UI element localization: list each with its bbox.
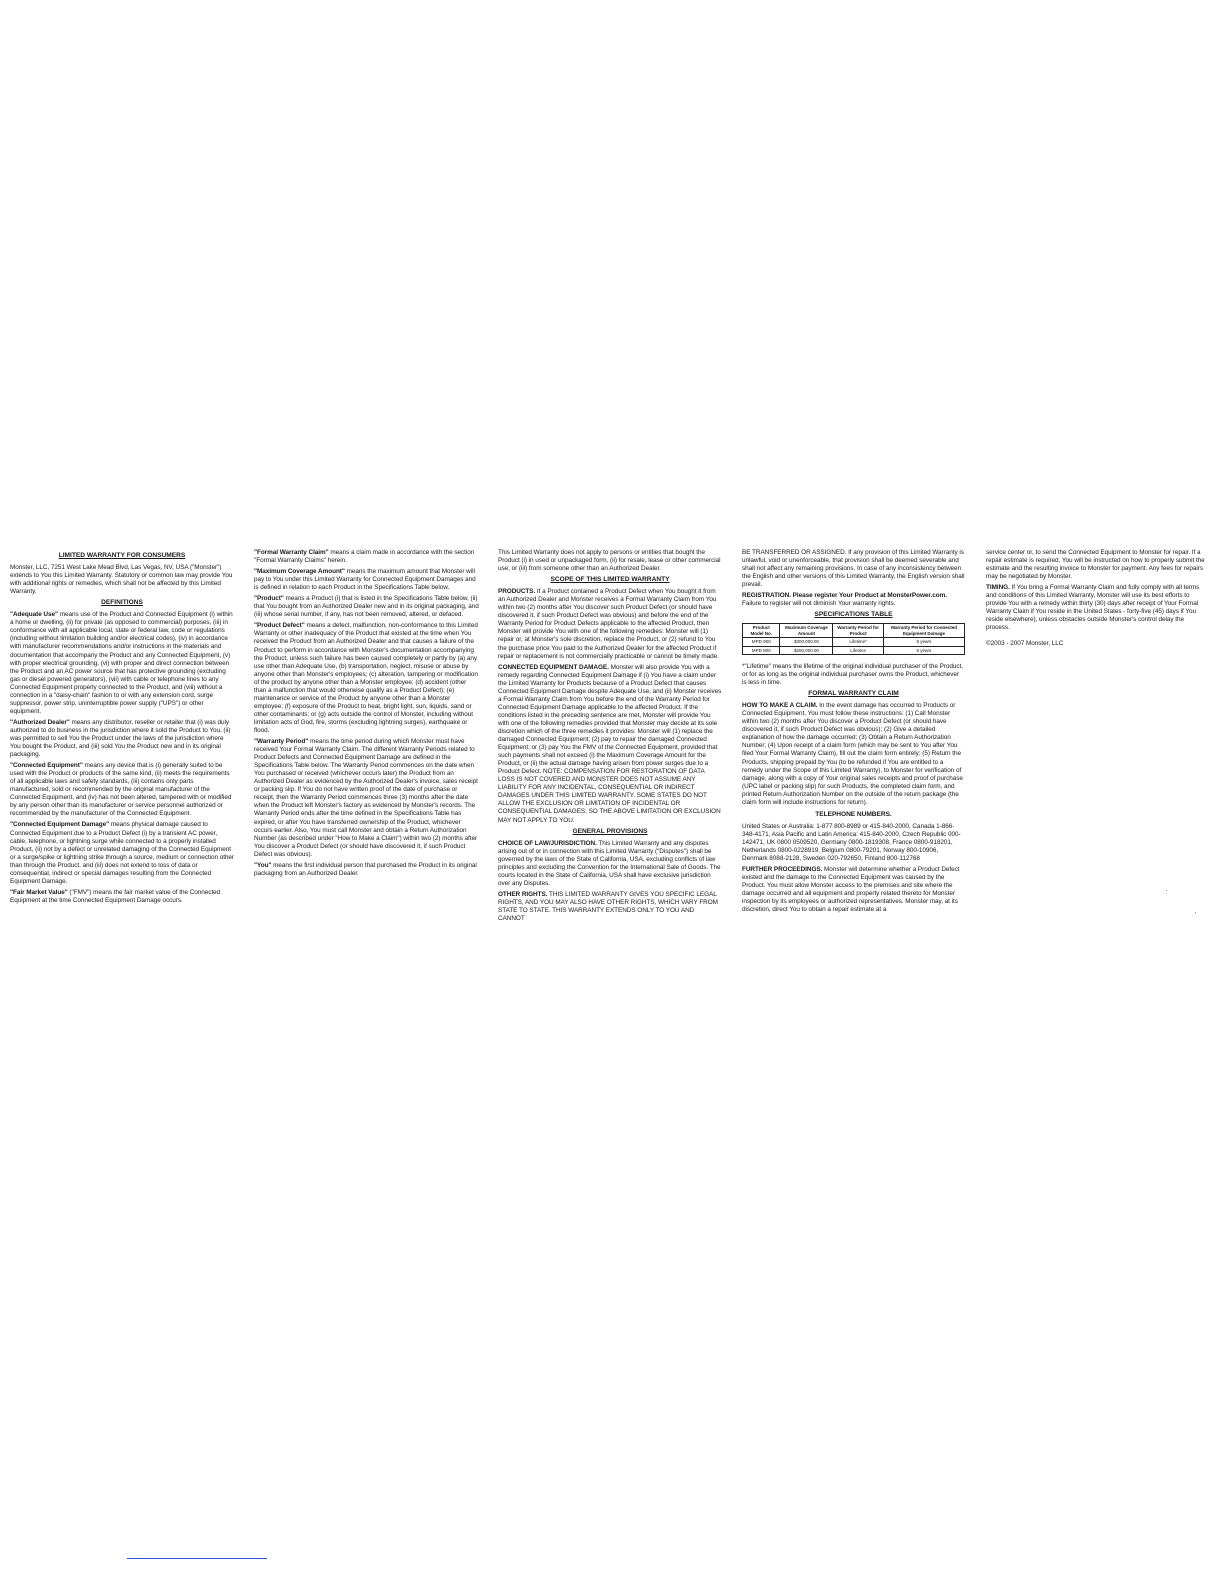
- definition-text: means the maximum amount that Monster will pay to You under this Limited Warranty for Connected Equipment Damages and is defined in relation to each Product in the Specifications Table below.: [254, 568, 476, 592]
- column-4: [742, 549, 965, 917]
- clause-text: If a Product contained a Product Defect when You bought it from an Authorized Dealer and Monster receives a Formal Warranty Claim from You within two (2) months after You discover such Product Defect (or should have discovered it, if such Product Defect was obvious) and before the end of the Warranty Period for Product Defects applicable to the affected Product, then Monster will provide You with one of the following remedies: Monster will (1) repair or, at Monster's sole discretion, replace the Product, or (2) refund to You the purchase price You paid to the Authorized Dealer for the affected Product if repair or replacement is not commercially practicable or cannot be timely made.: [498, 588, 719, 660]
- clause-paragraph: [498, 840, 722, 888]
- footnote: *"Lifetime" means the lifetime of the original individual purchaser of the Product, or for as long as the original individual purchaser owns the Product, whichever is less in time.: [742, 663, 963, 687]
- table-row: [743, 638, 965, 646]
- clause-text: THIS LIMITED WARRANTY GIVES YOU SPECIFIC LEGAL RIGHTS, AND YOU MAY ALSO HAVE OTHER RIGHTS, WHICH VARY FROM STATE TO STATE. THIS WARRANTY EXTENDS ONLY TO YOU AND CANNOT: [498, 890, 718, 923]
- definition-text: means a claim made in accordance with the section "Formal Warranty Claims" herein.: [254, 549, 475, 565]
- clause-text: Monster will also provide You with a remedy regarding Connected Equipment Damage if (i) You have a claim under the Limited Warranty for Products because of a Product Defect that causes Connected Equipment Damage despite Adequate Use, and (ii) Monster receives a Formal Warranty Claim from You before the end of the Warranty Period for Connected Equipment Damage applicable to the affected Product. If the conditions listed in the preceding sentence are met, Monster will provide You with one of the following remedies provided that Monster may decide at its sole discretion which of the three remedies it provides: Monster will (1) replace the damaged Connected Equipment; (2) pay to repair the damaged Connected Equipment; or (3) pay You the FMV of the Connected Equipment, provided that such payments shall not exceed (i) the Maximum Coverage Amount for the Product, or (ii) the actual damage having arisen from power surges due to a Product Defect. NOTE: COMPENSATION FOR RESTORATION OF DATA LOSS IS NOT COVERED AND MONSTER DOES NOT ASSUME ANY LIABILITY FOR ANY INCIDENTAL, CONSEQUENTIAL OR INDIRECT DAMAGES UNDER THIS LIMITED WARRANTY. SOME STATES DO NOT ALLOW THE EXCLUSION OR LIMITATION OF INCIDENTAL OR CONSEQUENTIAL DAMAGES, SO THE ABOVE LIMITATION OR EXCLUSION MAY NOT APPLY TO YOU.: [498, 663, 722, 824]
- column-2: [254, 549, 479, 881]
- definition-paragraph: [10, 611, 234, 716]
- term: "Fair Market Value": [10, 888, 68, 896]
- clause-text: Monster will determine whether a Product Defect existed and the damage to the Connected Equipment was caused by the Product. You must allow Monster access to the premises and site where the damage occurred and all equipment and property related thereto for Monster inspection by its employees or authorized representatives. Monster may, at its discretion, direct You to obtain a repair estimate at a: [742, 866, 960, 914]
- definition-paragraph: [10, 762, 234, 818]
- registration-paragraph: [742, 592, 965, 608]
- section-heading: GENERAL PROVISIONS: [572, 827, 648, 835]
- term: HOW TO MAKE A CLAIM.: [742, 702, 818, 710]
- definition-paragraph: [254, 622, 479, 735]
- continued-paragraph: service center or, to send the Connected Equipment to Monster for repair. If a repair estimate is required, You will be instructed on how to properly submit the estimate and the resulting invoice to Monster for payment. Any fees for repairs may be negotiated by Monster.: [986, 549, 1205, 581]
- copyright: ©2003 - 2007 Monster, LLC: [986, 640, 1064, 648]
- table-cell: Lifetime*: [833, 638, 883, 646]
- section-heading: SCOPE OF THIS LIMITED WARRANTY: [550, 576, 670, 584]
- section-heading: DEFINITIONS: [101, 599, 143, 607]
- definition-paragraph: [254, 595, 479, 619]
- table-cell: 5 years: [883, 638, 964, 646]
- clause-text: Failure to register will not diminish Your warranty rights.: [742, 600, 896, 608]
- definition-text: means a Product (i) that is listed in the Specifications Table below, (ii) that You bought from an Authorized Dealer new and in its original packaging, and (iii) whose serial number, if any, has not been removed, altered, or defaced.: [254, 595, 479, 619]
- scan-speck: [1166, 890, 1167, 891]
- definition-paragraph: [10, 719, 234, 759]
- definition-text: means any device that is (i) generally suited to be used with the Product or products of the same kind, (ii) meets the requirements of all applicable laws and safety standards, (iii) contains only parts manufactured, sold or recommended by the original manufacturer of the Connected Equipment, and (iv) has not been altered, tampered with or modified by any person other than its manufacturer or service personnel authorized or recommended by the manufacturer of the Connected Equipment.: [10, 762, 232, 818]
- term: "Authorized Dealer": [10, 718, 70, 726]
- clause-paragraph: [742, 866, 965, 914]
- clause-paragraph: [742, 702, 965, 807]
- table-cell: MPD 800: [743, 646, 780, 654]
- scan-line: [127, 1558, 267, 1559]
- section-heading: FORMAL WARRANTY CLAIM: [808, 690, 899, 698]
- clause-text: This Limited Warranty and any disputes arising out of or in connection with this Limited Warranty ("Disputes") shall be governed by the laws of the State of California, USA, excluding conflicts of law principles and excluding the Convention for the International Sale of Goods. The courts located in the State of California, USA shall have exclusive jurisdiction over any Disputes.: [498, 839, 721, 887]
- table-header-cell: Maximum Coverage Amount: [780, 624, 833, 638]
- table-cell: MPD 900: [743, 638, 780, 646]
- table-header-cell: Warranty Period for Product: [833, 624, 883, 638]
- clause-paragraph: [498, 588, 722, 660]
- clause-paragraph: [498, 664, 722, 825]
- definition-paragraph: [254, 738, 479, 859]
- definition-text: means any distributor, reseller or retailer that (i) was duly authorized to do business in the jurisdiction where it sold the Product to You, (ii) was permitted to sell You the Product under the laws of the jurisdiction where You bought the Product, and (iii) sold You the Product new and in its original packaging.: [10, 718, 231, 759]
- term: "Connected Equipment Damage": [10, 821, 110, 829]
- column-5: [986, 549, 1208, 652]
- term: "You": [254, 861, 272, 869]
- table-cell: 5 years: [883, 646, 964, 654]
- definition-paragraph: [254, 568, 479, 592]
- clause-text: In the event damage has occurred to Products or Connected Equipment, You must follow these instructions: (1) Call Monster within two (2) months after You discover a Product Defect (or should have discovered it, if such Product Defect was obvious); (2) Give a detailed explanation of how the damage occurred; (3) Obtain a Return Authorization Number; (4) Upon receipt of a claim form (which may be sent to You after You filed Your Formal Warranty Claim), fill out the claim form entirely; (5) Return the Products, shipping prepaid by You (to be refunded if You are entitled to a remedy under the Scope of this Limited Warranty), to Monster for verification of damage, along with a copy of Your original sales receipts and proof of purchase (UPC label or packing slip) for such Products, the completed claim form, and printed Return Authorization Number on the outside of the return package (the claim form will include instructions for return).: [742, 702, 963, 806]
- definition-text: ("FMV") means the fair market value of the Connected Equipment at the time Connected Equipment Damage occurs.: [10, 888, 221, 904]
- section-heading: LIMITED WARRANTY FOR CONSUMERS: [58, 552, 186, 559]
- term: PRODUCTS.: [498, 588, 536, 596]
- term: "Warranty Period": [254, 738, 309, 746]
- specifications-table: [742, 623, 965, 655]
- term: CHOICE OF LAW/JURISDICTION.: [498, 839, 597, 847]
- definition-paragraph: [10, 821, 234, 885]
- table-header-cell: Product Model No.: [743, 624, 780, 638]
- scan-speck: [1195, 912, 1196, 913]
- table-header-row: [743, 624, 965, 638]
- clause-paragraph: [498, 891, 722, 923]
- definition-text: means use of the Product and Connected Equipment (i) within a home or dwelling, (ii) for private (as opposed to commercial) purposes, (iii) in conformance with all applicable local, state or federal law, code or regulations (including without limitation building and/or electrical codes), (iv) in accordance with manufacturer recommendations and/or instructions in the materials and documentation that accompany the Product and any Connected Equipment, (v) with proper electrical grounding, (vi) with proper and direct connection between the Product and an AC power source that has protective grounding (excluding gas or diesel powered generators), (vii) with cable or telephone lines to any Connected Equipment properly connected to the Product, and (viii) without a connection in a "daisy-chain" fashion to or with any extension cord, surge suppressor, power strip, uninterruptible power supply ("UPS") or other equipment.: [10, 611, 233, 715]
- definition-paragraph: [254, 549, 479, 565]
- definition-text: means physical damage caused to Connected Equipment due to a Product Defect (i) by a transient AC power, cable, telephone, or lightning surge while connected to a properly installed Product, (ii) not by a defect or unrelated damaging of the Connected Equipment or a surge/spike or lightning strike through a source, medium or connection other than through the Product, and (iii) does not extend to loss of data or consequential, indirect or special damages resulting from the Connected Equipment Damage.: [10, 821, 235, 885]
- term: "Maximum Coverage Amount": [254, 568, 345, 576]
- definition-text: means the first individual person that purchased the Product in its original packaging from an Authorized Dealer.: [254, 861, 477, 877]
- phone-numbers: United States or Australia: 1-877 800-8989 or 415-840-2000, Canada 1-866-348-4171, Asia Pacific and Latin America: 415-840-2000, Czech Republic 000-142471, UK 0800 0509520, Germany 0800-1819308, France 0800-918201, Netherlands 0800-0228919, Belgium 0800-79201, Norway 800-10906, Denmark 8088-2128, Sweden 020-792650, Finland 800-112768: [742, 822, 961, 863]
- column-1: [10, 549, 234, 908]
- section-heading: SPECIFICATIONS TABLE: [814, 611, 893, 619]
- term: REGISTRATION. Please register Your Product at MonsterPower.com.: [742, 592, 947, 600]
- definition-paragraph: [10, 889, 234, 905]
- phone-heading: TELEPHONE NUMBERS.: [815, 810, 892, 818]
- table-header-cell: Warranty Period for Connected Equipment Damage: [883, 624, 964, 638]
- definition-text: means the time period during which Monster must have received Your Formal Warranty Claim. The different Warranty Periods related to Product Defects and Connected Equipment Damage are defined in the Specifications Table below. The Warranty Period commences on the date when You purchased or received (whichever occurs later) the Product from an Authorized Dealer as evidenced by the Authorized Dealer's invoice, sales receipt or packing slip. If You do not have written proof of the date of purchase or receipt, then the Warranty Period commences three (3) months after the date when the Product left Monster's factory as evidenced by Monster's records. The Warranty Period ends after the time defined in the Specifications Table has expired, or after You have transferred ownership of the Product, whichever occurs earlier. Also, You must call Monster and obtain a Return Authorization Number (as described under "How to Make a Claim") within two (2) months after You discover a Product Defect (or should have discovered it, if such Product Defect was obvious).: [254, 738, 478, 858]
- table-row: [743, 646, 965, 654]
- table-cell: $300,000.00: [780, 638, 833, 646]
- term: "Product": [254, 595, 284, 603]
- table-cell: $250,000.00: [780, 646, 833, 654]
- term: OTHER RIGHTS.: [498, 890, 548, 898]
- continued-paragraph: BE TRANSFERRED OR ASSIGNED. If any provision of this Limited Warranty is unlawful, void or unenforceable, that provision shall be deemed severable and shall not affect any remaining provisions. In case of any inconsistency between the English and other versions of this Limited Warranty, the English version shall prevail.: [742, 549, 965, 589]
- definition-paragraph: [254, 862, 479, 878]
- term: "Product Defect": [254, 622, 305, 630]
- column-3: [498, 549, 722, 926]
- intro-paragraph: Monster, LLC, 7251 West Lake Mead Blvd, Las Vegas, NV, USA ("Monster") extends to You this Limited Warranty. Statutory or common law may provide You with additional rights or remedies, which shall not be affected by this Limited Warranty.: [10, 564, 233, 596]
- term: "Formal Warranty Claim": [254, 549, 329, 556]
- definition-text: means a defect, malfunction, non-conformance to this Limited Warranty or other inadequacy of the Product that existed at the time when You received the Product from an Authorized Dealer and that causes a failure of the Product to perform in accordance with Monster's documentation accompanying the Product, unless such failure has been caused completely or partly by (a) any use other than Adequate Use, (b) transportation, neglect, misuse or abuse by anyone other than Monster's employees; (c) alteration, tampering or modification of the product by anyone other than a Monster employee; (d) accident (other than a malfunction that would otherwise qualify as a Product Defect); (e) maintenance or service of the Product by anyone other than a Monster employee; (f) exposure of the Product to heat, bright light, sun, liquids, sand or other contaminants; or (g) acts outside the control of Monster, including without limitation acts of God, fire, storms (excluding lightning surges), earthquake or flood.: [254, 622, 478, 734]
- clause-paragraph: [986, 584, 1208, 632]
- table-cell: Lifetime: [833, 646, 883, 654]
- term: "Adequate Use": [10, 611, 58, 619]
- term: CONNECTED EQUIPMENT DAMAGE.: [498, 663, 609, 671]
- clause-text: If You bring a Formal Warranty Claim and fully comply with all terms and conditions of this Limited Warranty, Monster will use its best efforts to provide You with a remedy within thirty (30) days after receipt of Your Formal Warranty Claim if You reside in the United States - forty-five (45) days if You reside elsewhere), unless obstacles outside Monster's control delay the process.: [986, 584, 1200, 632]
- term: TIMING.: [986, 584, 1010, 592]
- intro-paragraph: This Limited Warranty does not apply to persons or entities that bought the Product (i) in used or unpackaged form, (ii) for resale, lease or other commercial use, or (iii) from someone other than an Authorized Dealer.: [498, 549, 721, 573]
- term: "Connected Equipment": [10, 762, 83, 770]
- term: FURTHER PROCEEDINGS.: [742, 866, 823, 874]
